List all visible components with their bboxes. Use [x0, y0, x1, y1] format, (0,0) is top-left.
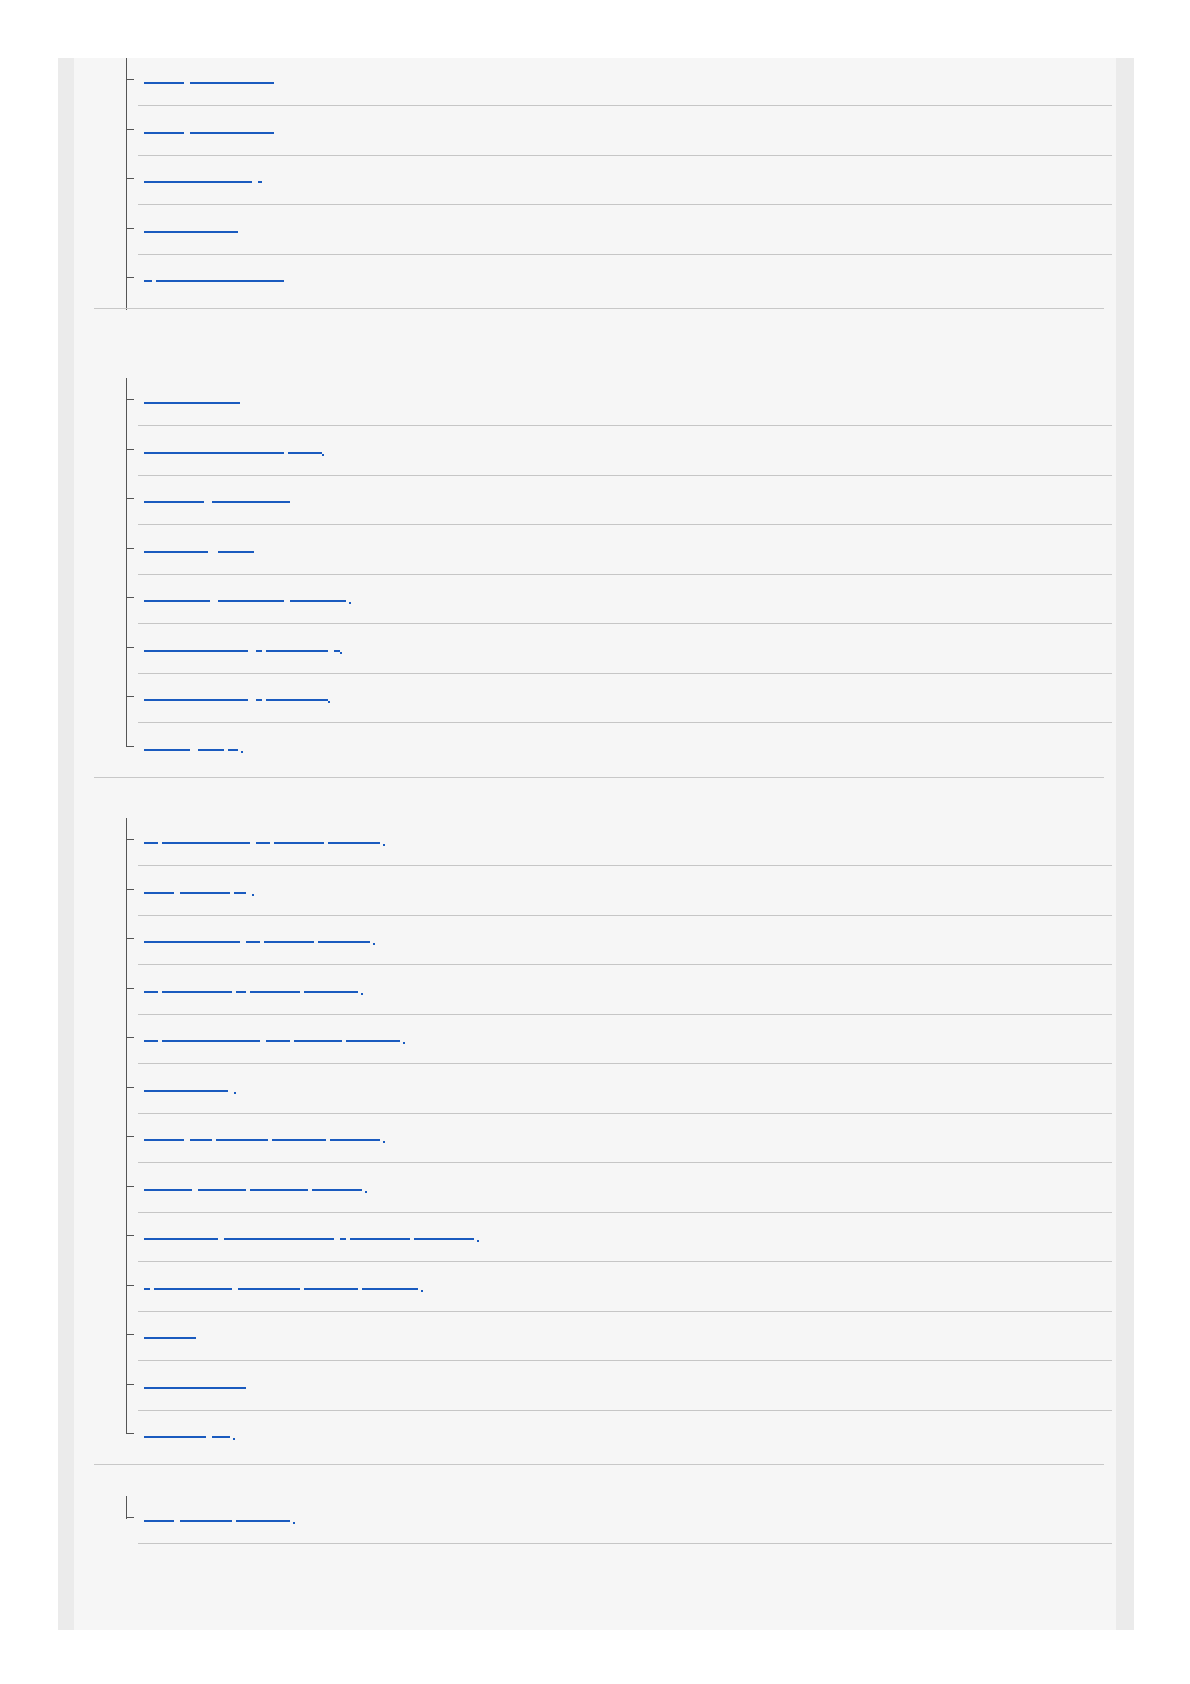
tree-branch-tick [126, 938, 134, 939]
tree-branch-tick [126, 548, 134, 549]
tree-branch-tick [126, 1186, 134, 1187]
link-underline-segment [144, 600, 210, 602]
list-item-link[interactable] [144, 1177, 367, 1191]
link-underline-segment [414, 1238, 474, 1240]
tree-branch-tick [126, 129, 134, 130]
link-underline-segment [190, 1139, 212, 1141]
section-divider [94, 777, 1104, 778]
list-item-link[interactable] [144, 1226, 479, 1240]
tree-branch-tick [126, 1136, 134, 1137]
list-item-link[interactable] [144, 268, 284, 282]
tree-branch-tick [126, 79, 134, 80]
link-underline-segment [162, 991, 232, 993]
list-item [126, 1260, 1112, 1312]
list-item-link[interactable] [144, 1028, 405, 1042]
link-underline-segment [403, 1042, 405, 1044]
link-underline-segment [212, 501, 290, 503]
link-underline-segment [365, 1191, 367, 1193]
link-underline-segment [144, 749, 190, 751]
content-panel [74, 58, 1116, 1630]
link-underline-segment [144, 991, 158, 993]
link-underline-segment [144, 1520, 174, 1522]
list-item-link[interactable] [144, 588, 351, 602]
list-item-link[interactable] [144, 70, 274, 84]
link-underline-segment [236, 991, 246, 993]
link-underline-segment [144, 650, 248, 652]
tree-branch-tick [126, 1517, 134, 1518]
list-item-link[interactable] [144, 539, 254, 553]
link-underline-gap [328, 701, 330, 703]
link-underline-segment [294, 1040, 342, 1042]
link-underline-segment [266, 1040, 290, 1042]
list-item-link[interactable] [144, 1375, 246, 1389]
link-underline-segment [304, 1288, 358, 1290]
tree-branch-tick [126, 597, 134, 598]
link-underline-segment [330, 1139, 380, 1141]
link-underline-segment [256, 842, 270, 844]
link-underline-segment [350, 1238, 410, 1240]
link-underline-segment [228, 749, 238, 751]
link-underline-segment [218, 600, 284, 602]
tree-branch-tick [126, 746, 134, 747]
link-underline-segment [156, 280, 284, 282]
link-underline-segment [144, 1090, 228, 1092]
link-underline-segment [212, 1436, 230, 1438]
list-item [126, 104, 1112, 156]
tree-branch-tick [126, 839, 134, 840]
link-underline-segment [477, 1240, 479, 1242]
link-underline-segment [144, 452, 284, 454]
link-underline-segment [144, 501, 204, 503]
list-item [126, 1359, 1112, 1411]
link-underline-segment [266, 699, 328, 701]
link-underline-segment [198, 749, 224, 751]
link-underline-segment [383, 1141, 385, 1143]
link-underline-segment [258, 181, 262, 183]
list-item-link[interactable] [144, 1508, 295, 1522]
link-underline-segment [144, 941, 240, 943]
link-underline-segment [349, 602, 351, 604]
list-item-link[interactable] [144, 929, 375, 943]
link-underline-segment [241, 751, 243, 753]
list-item [126, 622, 1112, 674]
list-item [126, 1408, 1112, 1460]
tree-branch-tick [126, 178, 134, 179]
link-underline-segment [224, 1238, 334, 1240]
list-item-link[interactable] [144, 169, 262, 183]
list-item [126, 252, 1112, 304]
list-item [126, 1111, 1112, 1163]
link-underline-segment [250, 991, 300, 993]
link-underline-segment [162, 842, 250, 844]
row-divider [138, 1543, 1112, 1544]
link-underline-segment [144, 1387, 246, 1389]
link-underline-segment [236, 1520, 290, 1522]
list-item [126, 203, 1112, 255]
list-item-link[interactable] [144, 1325, 196, 1339]
list-item [126, 913, 1112, 965]
link-underline-segment [198, 1189, 246, 1191]
link-underline-segment [180, 892, 230, 894]
link-underline-gap [248, 650, 256, 652]
link-underline-segment [190, 132, 274, 134]
list-item [126, 721, 1112, 773]
tree-branch-tick [126, 1037, 134, 1038]
link-underline-gap [190, 749, 198, 751]
list-item-link[interactable] [144, 390, 240, 404]
tree-branch-tick [126, 1384, 134, 1385]
tree-branch-tick [126, 1285, 134, 1286]
tree-branch-tick [126, 889, 134, 890]
list-item-link[interactable] [144, 830, 385, 844]
link-underline-segment [144, 1238, 218, 1240]
list-item [126, 572, 1112, 624]
link-underline-segment [252, 894, 254, 896]
link-underline-gap [210, 600, 218, 602]
link-underline-segment [362, 1288, 418, 1290]
link-underline-segment [144, 892, 174, 894]
link-underline-segment [144, 842, 158, 844]
link-underline-gap [322, 454, 324, 456]
link-underline-segment [290, 600, 346, 602]
link-underline-segment [144, 280, 152, 282]
link-underline-segment [144, 1139, 184, 1141]
tree-branch-tick [126, 277, 134, 278]
link-underline-segment [144, 1337, 196, 1339]
link-underline-segment [233, 1438, 235, 1440]
link-underline-segment [346, 1040, 400, 1042]
link-underline-segment [234, 892, 246, 894]
link-underline-segment [264, 941, 314, 943]
link-underline-segment [250, 1189, 308, 1191]
link-underline-segment [328, 842, 380, 844]
list-item [126, 58, 1112, 106]
list-item-link[interactable] [144, 1078, 236, 1092]
tree-branch-tick [126, 399, 134, 400]
list-item-link[interactable] [144, 880, 254, 894]
link-underline-segment [154, 1288, 232, 1290]
link-underline-segment [144, 699, 248, 701]
link-underline-segment [144, 181, 252, 183]
link-underline-segment [144, 551, 208, 553]
link-underline-segment [383, 844, 385, 846]
link-underline-gap [208, 551, 218, 553]
link-underline-segment [318, 941, 370, 943]
link-underline-segment [144, 402, 240, 404]
list-item [126, 814, 1112, 866]
list-item-link[interactable] [144, 440, 324, 454]
list-item [126, 1210, 1112, 1262]
list-item-link[interactable] [144, 1127, 385, 1141]
link-underline-segment [144, 1040, 158, 1042]
link-underline-segment [274, 842, 324, 844]
tree-branch-tick [126, 1235, 134, 1236]
tree-branch-tick [126, 696, 134, 697]
link-underline-segment [144, 231, 238, 233]
link-underline-segment [180, 1520, 232, 1522]
section-divider [94, 308, 1104, 309]
list-item [126, 153, 1112, 205]
list-item-link[interactable] [144, 120, 274, 134]
link-underline-segment [373, 943, 375, 945]
link-underline-segment [162, 1040, 260, 1042]
list-item-link[interactable] [144, 1424, 235, 1438]
link-underline-gap [204, 501, 212, 503]
tree-branch-tick [126, 498, 134, 499]
link-underline-segment [144, 1189, 192, 1191]
list-item [126, 671, 1112, 723]
tree-branch-tick [126, 1433, 134, 1434]
link-underline-segment [144, 82, 184, 84]
tree-branch-tick [126, 1087, 134, 1088]
link-underline-segment [288, 452, 322, 454]
tree-branch-tick [126, 1334, 134, 1335]
list-item [126, 864, 1112, 916]
link-underline-segment [238, 1288, 300, 1290]
link-underline-segment [246, 941, 260, 943]
list-item-link[interactable] [144, 979, 363, 993]
link-underline-segment [293, 1522, 295, 1524]
list-item-link[interactable] [144, 737, 243, 751]
list-item [126, 1492, 1112, 1544]
link-underline-gap [340, 652, 342, 654]
link-underline-segment [312, 1189, 362, 1191]
link-underline-segment [234, 1092, 236, 1094]
tree-branch-tick [126, 988, 134, 989]
list-item [126, 473, 1112, 525]
list-item [126, 1062, 1112, 1114]
link-underline-segment [266, 650, 328, 652]
list-item [126, 1161, 1112, 1213]
list-item [126, 523, 1112, 575]
list-item [126, 1309, 1112, 1361]
link-underline-segment [216, 1139, 268, 1141]
link-underline-gap [248, 699, 256, 701]
list-item-link[interactable] [144, 638, 342, 652]
link-underline-segment [218, 551, 254, 553]
list-item [126, 424, 1112, 476]
tree-branch-tick [126, 647, 134, 648]
tree-branch-tick [126, 228, 134, 229]
link-underline-segment [272, 1139, 326, 1141]
link-underline-segment [304, 991, 358, 993]
link-underline-segment [421, 1290, 423, 1292]
list-item-link[interactable] [144, 219, 238, 233]
link-underline-segment [361, 993, 363, 995]
list-item [126, 374, 1112, 426]
list-item [126, 963, 1112, 1015]
list-item [126, 1012, 1112, 1064]
list-item-link[interactable] [144, 687, 330, 701]
link-underline-segment [190, 82, 274, 84]
link-underline-segment [144, 132, 184, 134]
section-divider [94, 1464, 1104, 1465]
link-underline-segment [144, 1436, 206, 1438]
tree-branch-tick [126, 449, 134, 450]
list-item-link[interactable] [144, 1276, 423, 1290]
list-item-link[interactable] [144, 489, 290, 503]
